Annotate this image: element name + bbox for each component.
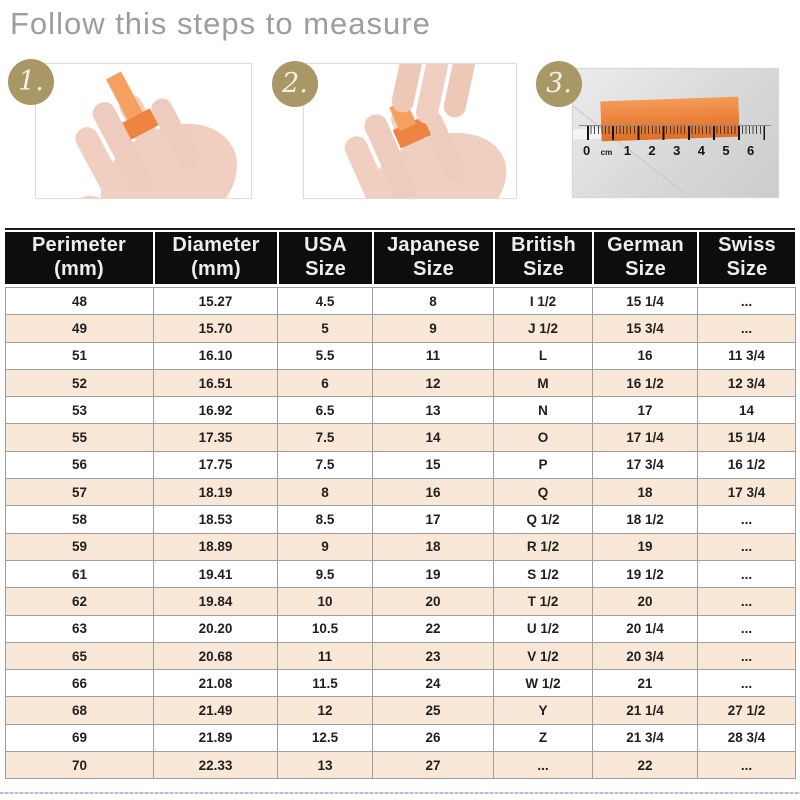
- table-cell: 20: [373, 588, 494, 615]
- table-cell: Z: [494, 724, 593, 751]
- table-cell: 13: [278, 752, 373, 779]
- table-cell: ...: [698, 752, 796, 779]
- table-cell: 15.70: [154, 315, 278, 342]
- table-cell: 15 3/4: [593, 315, 698, 342]
- table-cell: 21 1/4: [593, 697, 698, 724]
- table-cell: 51: [6, 342, 154, 369]
- size-table: [5, 287, 796, 779]
- ruler-label: 1: [623, 143, 631, 158]
- table-cell: 22: [593, 752, 698, 779]
- table-cell: 18.19: [154, 479, 278, 506]
- table-cell: 15: [373, 451, 494, 478]
- table-cell: ...: [698, 315, 796, 342]
- table-cell: 17 3/4: [698, 479, 796, 506]
- column-header-line: (mm): [191, 258, 241, 280]
- table-cell: Q 1/2: [494, 506, 593, 533]
- table-row: [6, 588, 796, 615]
- column-header: [495, 232, 592, 284]
- table-row: [6, 397, 796, 424]
- table-row: [6, 288, 796, 315]
- page-title: Follow this steps to measure: [10, 6, 431, 41]
- table-row: [6, 533, 796, 560]
- table-cell: ...: [698, 642, 796, 669]
- table-cell: 19.41: [154, 560, 278, 587]
- table-cell: 18.89: [154, 533, 278, 560]
- step-2-number: 2.: [282, 67, 308, 99]
- table-cell: 11.5: [278, 670, 373, 697]
- table-cell: 18: [373, 533, 494, 560]
- table-cell: 53: [6, 397, 154, 424]
- table-cell: R 1/2: [494, 533, 593, 560]
- table-cell: 20 3/4: [593, 642, 698, 669]
- ruler-label: 6: [747, 143, 755, 158]
- column-header-line: Size: [625, 258, 666, 280]
- table-cell: 17: [373, 506, 494, 533]
- table-cell: 4.5: [278, 288, 373, 315]
- table-cell: 16.10: [154, 342, 278, 369]
- column-header-line: Diameter: [172, 234, 260, 257]
- table-cell: 12: [373, 369, 494, 396]
- table-cell: 20: [593, 588, 698, 615]
- column-header-line: Japanese: [387, 234, 480, 257]
- table-cell: 9: [373, 315, 494, 342]
- table-cell: 59: [6, 533, 154, 560]
- table-cell: 12: [278, 697, 373, 724]
- step-1-number: 1.: [18, 65, 44, 97]
- table-cell: 12.5: [278, 724, 373, 751]
- table-cell: 10.5: [278, 615, 373, 642]
- table-cell: 17 1/4: [593, 424, 698, 451]
- table-cell: 20.20: [154, 615, 278, 642]
- table-row: [6, 451, 796, 478]
- table-cell: 12 3/4: [698, 369, 796, 396]
- table-cell: 62: [6, 588, 154, 615]
- table-cell: 5.5: [278, 342, 373, 369]
- column-header-line: USA: [304, 234, 347, 257]
- column-header-line: German: [607, 234, 684, 257]
- table-cell: ...: [698, 615, 796, 642]
- table-row: [6, 424, 796, 451]
- column-header: [374, 232, 493, 284]
- table-cell: 18 1/2: [593, 506, 698, 533]
- table-cell: ...: [698, 588, 796, 615]
- table-cell: 55: [6, 424, 154, 451]
- table-cell: 19.84: [154, 588, 278, 615]
- table-cell: 21.49: [154, 697, 278, 724]
- table-cell: 6: [278, 369, 373, 396]
- column-header-line: Size: [413, 258, 454, 280]
- table-cell: 20 1/4: [593, 615, 698, 642]
- column-header: [279, 232, 372, 284]
- table-cell: 17 3/4: [593, 451, 698, 478]
- table-cell: 7.5: [278, 424, 373, 451]
- table-cell: I 1/2: [494, 288, 593, 315]
- ruler-label: 2: [648, 143, 656, 158]
- table-cell: 8: [278, 479, 373, 506]
- table-cell: 11: [278, 642, 373, 669]
- table-cell: O: [494, 424, 593, 451]
- table-row: [6, 369, 796, 396]
- table-cell: N: [494, 397, 593, 424]
- table-row: [6, 560, 796, 587]
- table-cell: L: [494, 342, 593, 369]
- table-cell: 49: [6, 315, 154, 342]
- table-cell: 25: [373, 697, 494, 724]
- ruler-label: 3: [673, 143, 681, 158]
- table-cell: T 1/2: [494, 588, 593, 615]
- table-cell: 63: [6, 615, 154, 642]
- step-1-badge: [8, 59, 54, 105]
- table-cell: 48: [6, 288, 154, 315]
- table-cell: 15.27: [154, 288, 278, 315]
- table-cell: 21 3/4: [593, 724, 698, 751]
- table-row: [6, 615, 796, 642]
- table-cell: 16: [373, 479, 494, 506]
- table-row: [6, 752, 796, 779]
- table-cell: 69: [6, 724, 154, 751]
- table-cell: ...: [698, 670, 796, 697]
- step-2-photo: [303, 63, 517, 199]
- column-header: [155, 232, 277, 284]
- hand-with-strip-illustration: [36, 64, 251, 198]
- table-cell: 14: [698, 397, 796, 424]
- table-cell: ...: [698, 288, 796, 315]
- column-header-line: (mm): [54, 258, 104, 280]
- ruler-labels: [583, 143, 763, 158]
- step-3-number: 3.: [546, 67, 572, 99]
- marking-strip-illustration: [304, 64, 516, 198]
- table-cell: 58: [6, 506, 154, 533]
- column-header-line: British: [511, 234, 576, 257]
- step-3-photo: [572, 68, 779, 198]
- table-cell: 17: [593, 397, 698, 424]
- table-cell: 7.5: [278, 451, 373, 478]
- table-cell: 22: [373, 615, 494, 642]
- table-cell: 14: [373, 424, 494, 451]
- table-cell: 19 1/2: [593, 560, 698, 587]
- bottom-divider-line: [0, 792, 800, 794]
- table-cell: 16 1/2: [593, 369, 698, 396]
- column-header-line: Size: [726, 258, 768, 280]
- table-cell: 10: [278, 588, 373, 615]
- table-cell: 9: [278, 533, 373, 560]
- ruler-label: 5: [722, 143, 730, 158]
- table-cell: 8.5: [278, 506, 373, 533]
- table-cell: 15 1/4: [593, 288, 698, 315]
- table-cell: ...: [698, 560, 796, 587]
- step-3-badge: [536, 61, 582, 107]
- table-cell: 61: [6, 560, 154, 587]
- column-header-line: Size: [523, 258, 564, 280]
- table-cell: 17.35: [154, 424, 278, 451]
- table-cell: 21.89: [154, 724, 278, 751]
- table-cell: 27: [373, 752, 494, 779]
- table-cell: 57: [6, 479, 154, 506]
- table-cell: 16.51: [154, 369, 278, 396]
- table-cell: 15 1/4: [698, 424, 796, 451]
- table-cell: 16 1/2: [698, 451, 796, 478]
- table-cell: 52: [6, 369, 154, 396]
- ruler-label: 4: [697, 143, 705, 158]
- table-row: [6, 642, 796, 669]
- table-cell: M: [494, 369, 593, 396]
- table-cell: S 1/2: [494, 560, 593, 587]
- table-row: [6, 479, 796, 506]
- step-2-badge: [272, 61, 318, 107]
- table-cell: 70: [6, 752, 154, 779]
- ruler-label: cm: [600, 148, 613, 157]
- column-header-line: Swiss: [718, 234, 776, 257]
- table-cell: 11 3/4: [698, 342, 796, 369]
- table-cell: 8: [373, 288, 494, 315]
- table-cell: 27 1/2: [698, 697, 796, 724]
- column-header: [594, 232, 697, 284]
- table-cell: 66: [6, 670, 154, 697]
- table-cell: 13: [373, 397, 494, 424]
- ruler-cm-ticks: [587, 126, 765, 140]
- table-cell: 21: [593, 670, 698, 697]
- size-table-body: [6, 288, 796, 779]
- table-cell: 16.92: [154, 397, 278, 424]
- table-cell: ...: [698, 533, 796, 560]
- table-row: [6, 506, 796, 533]
- table-row: [6, 724, 796, 751]
- table-cell: 22.33: [154, 752, 278, 779]
- column-header: [5, 232, 153, 284]
- table-cell: 26: [373, 724, 494, 751]
- table-cell: 68: [6, 697, 154, 724]
- table-cell: J 1/2: [494, 315, 593, 342]
- table-cell: U 1/2: [494, 615, 593, 642]
- step-1-photo: [35, 63, 252, 199]
- table-header-row: [5, 232, 795, 284]
- table-row: [6, 315, 796, 342]
- table-cell: 17.75: [154, 451, 278, 478]
- table-cell: P: [494, 451, 593, 478]
- table-cell: 21.08: [154, 670, 278, 697]
- column-header: [699, 232, 795, 284]
- table-row: [6, 697, 796, 724]
- table-cell: W 1/2: [494, 670, 593, 697]
- table-cell: 19: [373, 560, 494, 587]
- table-cell: 56: [6, 451, 154, 478]
- table-cell: 16: [593, 342, 698, 369]
- table-cell: 11: [373, 342, 494, 369]
- table-cell: 19: [593, 533, 698, 560]
- column-header-line: Size: [305, 258, 346, 280]
- table-cell: 9.5: [278, 560, 373, 587]
- table-cell: Y: [494, 697, 593, 724]
- table-top-rule: [5, 228, 795, 230]
- table-row: [6, 342, 796, 369]
- table-cell: 24: [373, 670, 494, 697]
- table-cell: 5: [278, 315, 373, 342]
- table-cell: ...: [494, 752, 593, 779]
- table-cell: V 1/2: [494, 642, 593, 669]
- table-cell: 6.5: [278, 397, 373, 424]
- table-cell: 18.53: [154, 506, 278, 533]
- ruler-label: 0: [583, 143, 591, 158]
- table-cell: 28 3/4: [698, 724, 796, 751]
- table-cell: 20.68: [154, 642, 278, 669]
- size-conversion-table: [5, 228, 795, 779]
- table-cell: 23: [373, 642, 494, 669]
- table-row: [6, 670, 796, 697]
- table-cell: 65: [6, 642, 154, 669]
- column-header-line: Perimeter: [31, 234, 127, 257]
- table-cell: 18: [593, 479, 698, 506]
- table-cell: Q: [494, 479, 593, 506]
- table-cell: ...: [698, 506, 796, 533]
